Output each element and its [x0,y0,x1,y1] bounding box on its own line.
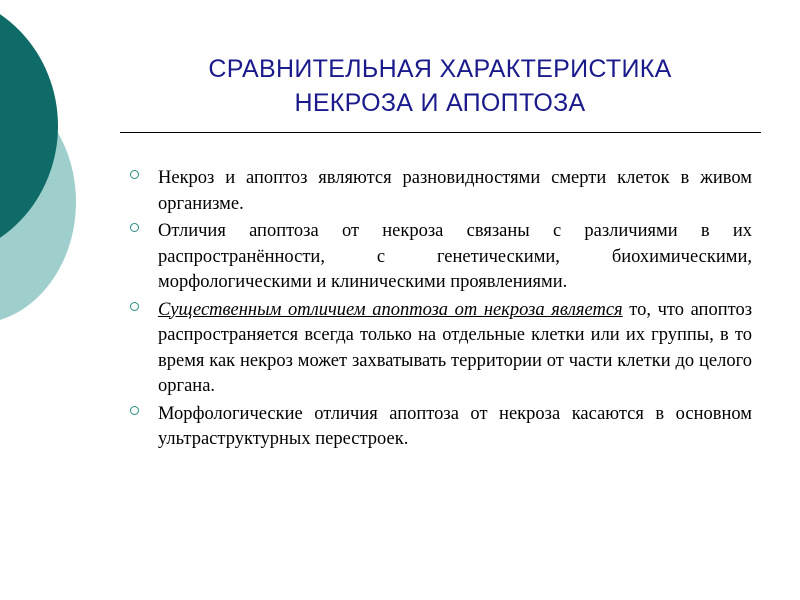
bullet-list [130,166,752,455]
title-line-2: НЕКРОЗА И АПОПТОЗА [294,89,586,117]
bullet-circle-icon [130,223,139,232]
bullet-circle-icon [130,302,139,311]
slide-title [120,52,760,120]
bullet-emphasis-text: Существенным отличием апоптоза от некроза является [158,299,623,320]
bullet-text: Отличия апоптоза от некроза связаны с различиями в их распространённости, с генетическими, биохимическими, морфологическими и клиническими проявлениями. [158,221,752,292]
bullet-text: то, что апоптоз распространяется всегда только на отдельные клетки или их группы, в то время как некроз может захватывать территории от части клетки до целого органа. [158,299,753,396]
bullet-circle-icon [130,406,139,415]
bullet-item [130,402,752,453]
bullet-text: Морфологические отличия апоптоза от некроза касаются в основном ультраструктурных перестроек. [158,403,752,449]
title-divider [120,132,761,133]
bullet-text: Некроз и апоптоз являются разновидностями смерти клеток в живом организме. [158,168,752,214]
bullet-item [130,219,752,296]
bullet-circle-icon [130,170,139,179]
bullet-item [130,298,752,400]
title-line-1: СРАВНИТЕЛЬНАЯ ХАРАКТЕРИСТИКА [208,55,672,83]
bullet-item [130,166,752,217]
